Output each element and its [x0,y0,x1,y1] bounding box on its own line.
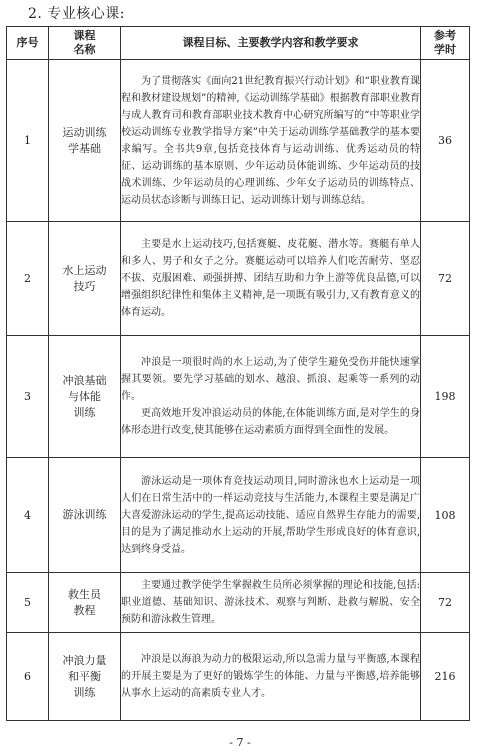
table-header-row [7,27,470,60]
course-description [121,458,421,573]
header-description: 课程目标、主要教学内容和教学要求 [121,27,421,60]
course-hours: 36 [421,60,470,222]
course-hours: 72 [421,222,470,336]
header-course-name: 课程 名称 [49,27,121,60]
row-number: 5 [7,573,49,633]
table-row [7,60,470,222]
course-name: 冲浪力量 和平衡 训练 [49,633,121,721]
course-description [121,222,421,336]
description-paragraph: 主要通过教学使学生掌握救生员所必须掌握的理论和技能,包括:职业道德、基础知识、游泳技术、观察与判断、赴救与解脱、安全预防和游泳救生管理。 [121,580,420,625]
row-number: 2 [7,222,49,336]
description-paragraph: 更高效地开发冲浪运动员的体能,在体能训练方面,是对学生的身体形态进行改变,使其能够在运动素质方面得到全面性的发展。 [121,408,420,436]
course-name: 游泳训练 [49,458,121,573]
header-num: 序号 [7,27,49,60]
page-number: - 7 - [229,736,251,749]
section-title: 2. 专业核心课: [28,6,126,22]
description-paragraph: 为了贯彻落实《面向21世纪教育振兴行动计划》和“职业教育课程和教材建设规划”的精神,《运动训练学基础》根据教育部职业教育与成人教育司和教育部职业技术教育中心研究所编写的“中等职业学校运动训练专业教学指导方案”中关于运动训练学基础教学的基本要求编写。全书共9章,包括竞技体育与运动训练、优秀运动员的特征、运动训练的基本原则、少年运动员体能训练、少年运动员的技战术训练、少年运动员的心理训练、少年女子运动员的训练特点、运动员状态诊断与训练日记、运动训练计划与训练总结。 [121,75,420,206]
course-name: 运动训练 学基础 [49,60,121,222]
description-paragraph: 主要是水上运动技巧,包括赛艇、皮花艇、潜水等。赛艇有单人和多人、男子和女子之分。赛艇运动可以培养人们吃苦耐劳、坚忍不拔、克服困难、顽强拼搏、团结互助和力争上游等优良品德,可以增强组织纪律性和集体主义精神,是一项既有吸引力,又有教育意义的体育运动。 [121,239,420,318]
row-number: 6 [7,633,49,721]
row-number: 3 [7,336,49,458]
header-hours: 参考 学时 [421,27,470,60]
table-row [7,336,470,458]
description-paragraph: 游泳运动是一项体育竞技运动项目,同时游泳也水上运动是一项人们在日常生活中的一样运动竞技与生活能力,本课程主要是满足广大喜爱游泳运动的学生,提高运动技能、适应自然界生存能力的需要,目的是为了满足推动水上运动的开展,帮助学生形成良好的体育意识,达到终身受益。 [121,475,420,555]
course-name: 救生员 教程 [49,573,121,633]
course-hours: 108 [421,458,470,573]
table-row [7,633,470,721]
row-number: 4 [7,458,49,573]
description-paragraph: 冲浪是一项很时尚的水上运动,为了使学生避免受伤并能快速掌握其要领。要先学习基础的划水、越浪、抓浪、起乘等一系列的动作。 [121,357,420,402]
course-description [121,573,421,633]
course-hours: 72 [421,573,470,633]
course-name: 水上运动 技巧 [49,222,121,336]
course-hours: 216 [421,633,470,721]
course-name: 冲浪基础 与体能 训练 [49,336,121,458]
table-row [7,222,470,336]
core-courses-table [6,26,470,721]
course-description [121,60,421,222]
row-number: 1 [7,60,49,222]
course-description [121,336,421,458]
course-description [121,633,421,721]
table-row [7,573,470,633]
table-row [7,458,470,573]
description-paragraph: 冲浪是以海浪为动力的极限运动,所以急需力量与平衡感,本课程的开展主要是为了更好的锻炼学生的体能、力量与平衡感,培养能够从事水上运动的高素质专业人才。 [121,654,420,699]
course-hours: 198 [421,336,470,458]
